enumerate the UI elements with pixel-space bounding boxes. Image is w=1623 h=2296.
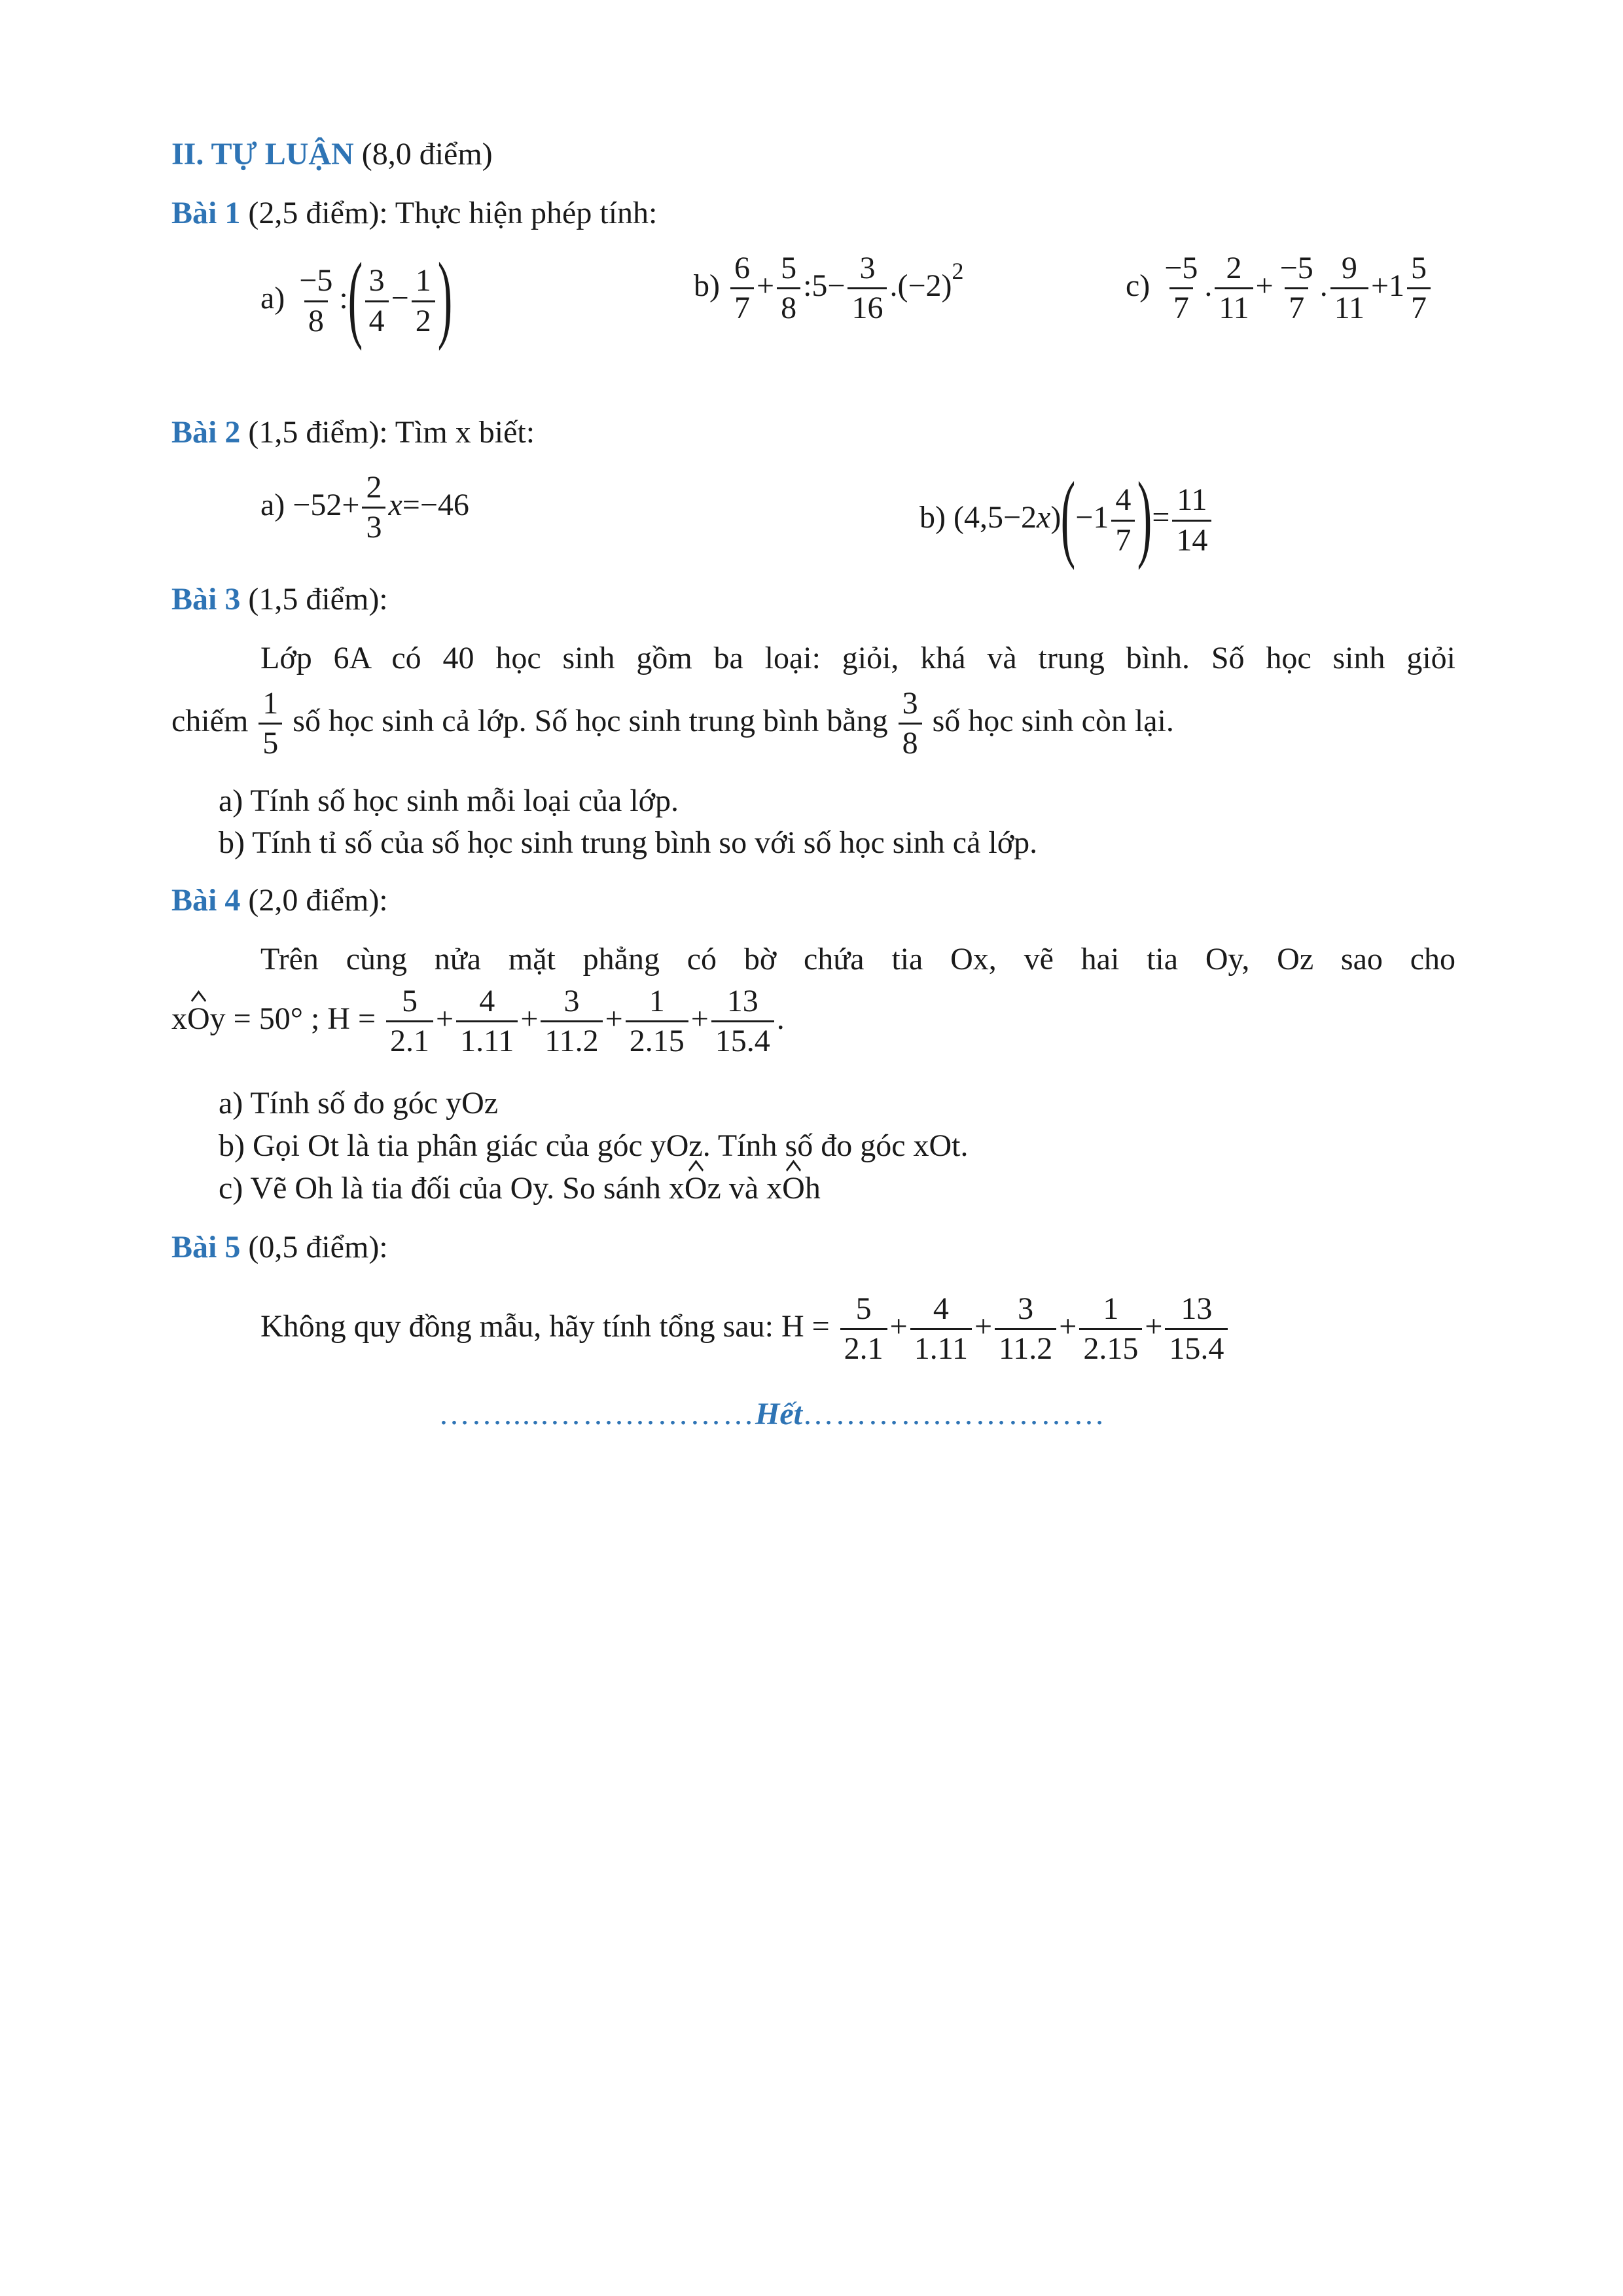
bai1-heading xyxy=(171,196,657,231)
fraction: $\frac{-5}{7}$ xyxy=(1164,251,1198,326)
bai3-paragraph-1: Lớp 6A có 40 học sinh gồm ba loại: giỏi, khá và trung bình. Số học sinh giỏi xyxy=(260,641,1455,675)
fraction: $\frac{5}{2.1}$ xyxy=(386,985,433,1058)
bai2-heading xyxy=(171,416,535,450)
bai1-c: c) $\frac{-5}{7}$ . $\frac{2}{11}$ + $\frac{-5}{7}$ . $\frac{9}{11}$ +1 $\frac{5}{7}$ xyxy=(1126,252,1433,325)
fraction: $\frac{4}{7}$ xyxy=(1111,484,1135,557)
bai5-text: (0,5 điểm): xyxy=(240,1230,388,1265)
bai3-text: (1,5 điểm): xyxy=(240,582,388,617)
fraction: $\frac{11}{14}$ xyxy=(1172,484,1211,557)
bai2-b: b) (4,5−2x)(−1 $\frac{4}{7}$ )= $\frac{11}{14}$ xyxy=(919,471,1214,569)
fraction: $\frac{-5}{7}$ xyxy=(1279,251,1313,326)
bai1-a-label: a) xyxy=(260,281,285,316)
bai2-label: Bài 2 xyxy=(171,415,241,450)
fraction: $\frac{1}{5}$ xyxy=(259,687,282,761)
fraction: $\frac{2}{3}$ xyxy=(362,471,385,545)
bai5-paragraph: Không quy đồng mẫu, hãy tính tổng sau: H = $\frac{5}{2.1}$ + $\frac{4}{1.11}$ + $\frac{3}{11.2}$ + $\frac{1}{2.15}$ + $\frac{13}{15.4}$ xyxy=(260,1293,1230,1366)
fraction: $\frac{13}{15.4}$ xyxy=(1165,1293,1228,1366)
fraction: $\frac{4}{1.11}$ xyxy=(456,985,518,1058)
bai3-question-b: b) Tính tỉ số của số học sinh trung bình so với số học sinh cả lớp. xyxy=(219,825,1038,860)
section-heading xyxy=(171,137,493,172)
bai3-label: Bài 3 xyxy=(171,582,241,617)
fraction: $\frac{3}{11.2}$ xyxy=(541,985,602,1058)
bai5-label: Bài 5 xyxy=(171,1230,241,1265)
fraction: $\frac{1}{2.15}$ xyxy=(626,985,688,1058)
fraction: $\frac{3}{4}$ xyxy=(365,264,389,338)
bai1-a: a) $\frac{-5}{8}$ :( $\frac{3}{4}$ − $\frac{1}{2}$ ) xyxy=(260,243,452,351)
fraction: $\frac{2}{11}$ xyxy=(1215,252,1253,325)
bai3-heading xyxy=(171,583,388,617)
section-title: II. TỰ LUẬN xyxy=(171,137,354,171)
fraction: $\frac{6}{7}$ xyxy=(730,252,754,325)
fraction: $\frac{9}{11}$ xyxy=(1330,252,1368,325)
bai1-text: (2,5 điểm): Thực hiện phép tính: xyxy=(240,196,658,230)
fraction: $\frac{4}{1.11}$ xyxy=(910,1293,972,1366)
fraction: $\frac{13}{15.4}$ xyxy=(711,985,774,1058)
fraction: $\frac{-5}{8}$ xyxy=(299,263,333,338)
fraction: $\frac{5}{8}$ xyxy=(777,252,800,325)
het-label: Hết xyxy=(755,1397,802,1431)
bai4-label: Bài 4 xyxy=(171,883,241,918)
bai1-b-label: b) xyxy=(694,268,720,303)
bai5-heading xyxy=(171,1230,388,1265)
fraction: $\frac{3}{16}$ xyxy=(847,252,887,325)
bai1-label: Bài 1 xyxy=(171,196,241,230)
bai4-paragraph-1: Trên cùng nửa mặt phẳng có bờ chứa tia Ox, vẽ hai tia Oy, Oz sao cho xyxy=(260,942,1455,977)
bai2-text: (1,5 điểm): Tìm x biết: xyxy=(240,415,535,450)
fraction: $\frac{3}{11.2}$ xyxy=(995,1293,1056,1366)
bai1-b: b) $\frac{6}{7}$ + $\frac{5}{8}$ :5− $\frac{3}{16}$ $.(-2)^2$ xyxy=(694,251,964,326)
bai4-paragraph-2: xOy = 50° ; H = $\frac{5}{2.1}$ + $\frac{4}{1.11}$ + $\frac{3}{11.2}$ + $\frac{1}{2.15}$ + $\frac{13}{15.4}$ . xyxy=(171,984,785,1059)
bai2-a: a) −52+ $\frac{2}{3}$ x=−46 xyxy=(260,470,469,545)
section-points: (8,0 điểm) xyxy=(353,137,493,171)
bai3-paragraph-2: chiếm $\frac{1}{5}$ số học sinh cả lớp. Số học sinh trung bình bằng $\frac{3}{8}$ số học sinh còn lại. xyxy=(171,686,1174,761)
fraction: $\frac{1}{2}$ xyxy=(412,264,435,338)
fraction: $\frac{5}{7}$ xyxy=(1407,252,1431,325)
bai4-text: (2,0 điểm): xyxy=(240,883,388,918)
bai4-question-b: b) Gọi Ot là tia phân giác của góc yOz. Tính số đo góc xOt. xyxy=(219,1128,969,1163)
footer-end-marker: …….....…….…………Hết………….…………… xyxy=(438,1397,1106,1431)
fraction: $\frac{1}{2.15}$ xyxy=(1079,1293,1142,1366)
fraction: $\frac{5}{2.1}$ xyxy=(840,1293,887,1366)
bai4-question-c: c) Vẽ Oh là tia đối của Oy. So sánh xOz và xOh xyxy=(219,1171,821,1206)
bai4-question-a: a) Tính số đo góc yOz xyxy=(219,1086,499,1121)
bai1-c-label: c) xyxy=(1126,268,1150,303)
bai3-question-a: a) Tính số học sinh mỗi loại của lớp. xyxy=(219,783,679,818)
fraction: $\frac{3}{8}$ xyxy=(899,687,922,761)
bai4-heading xyxy=(171,884,388,918)
